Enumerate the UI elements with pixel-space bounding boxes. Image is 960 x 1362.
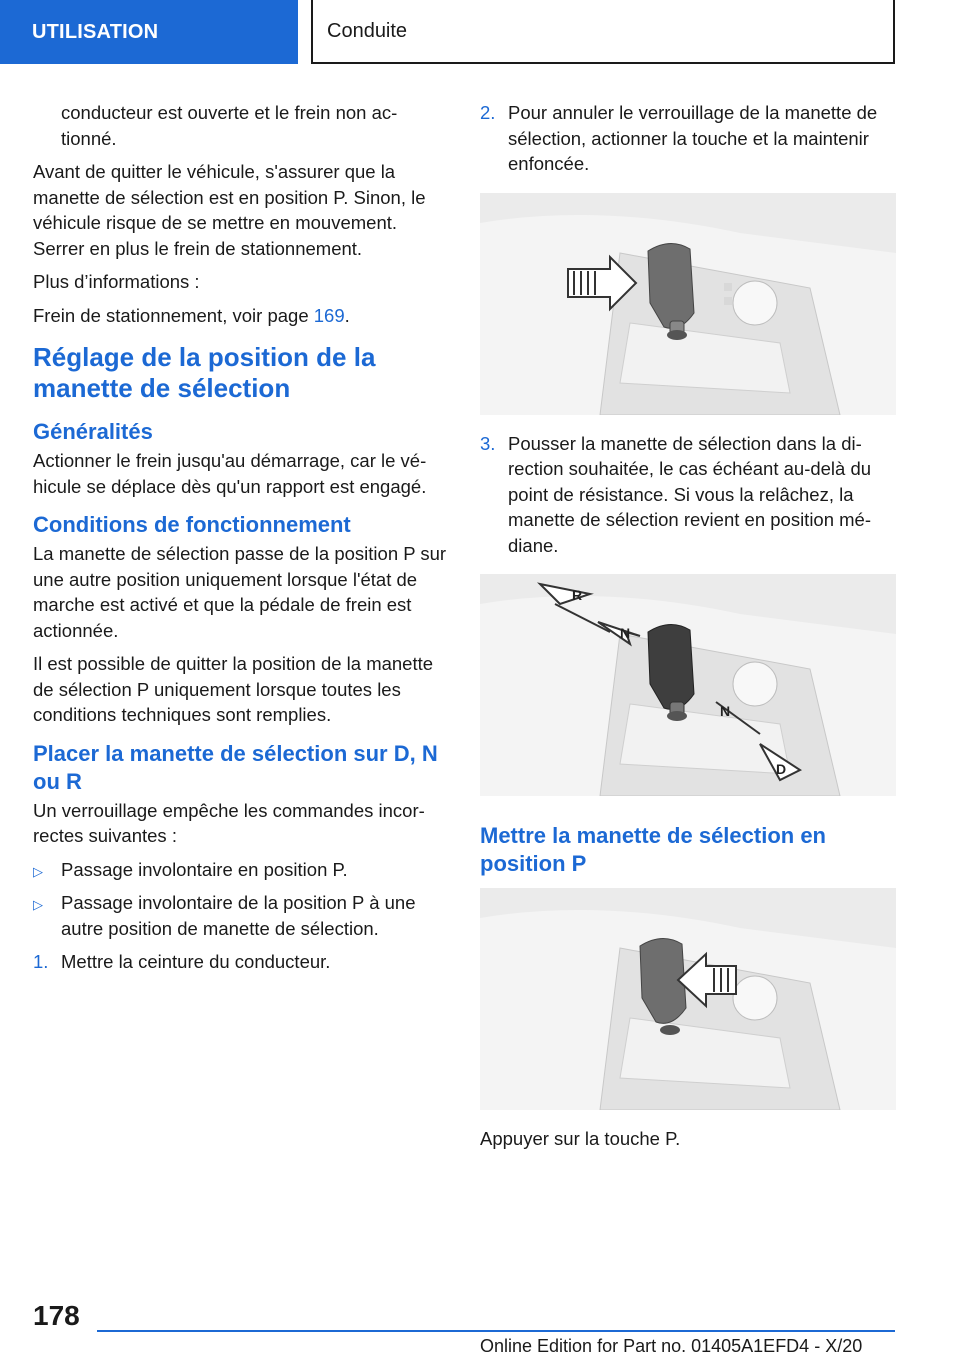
page-number: 178 bbox=[33, 1300, 80, 1331]
continued-paragraph: conducteur est ouverte et le frein non ac-tionné. bbox=[61, 102, 398, 149]
figure-caption: Appuyer sur la touche P. bbox=[480, 1128, 681, 1149]
paragraph-leave-vehicle: Avant de quitter le véhicule, s'assurer que la manette de sélection est en position P. Sinon, le véhicule risque de se mettre en mouvement. Serrer en plus le frein de stationnement. bbox=[33, 161, 426, 259]
left-column bbox=[33, 100, 449, 983]
right-column bbox=[480, 100, 896, 1160]
shift-directions-illustration bbox=[480, 574, 896, 796]
step-text: Pousser la manette de sélection dans la di-rection souhaitée, le cas échéant au-delà du point de résistance. Si vous la relâchez, la manette de sélection revient en position mé-diane. bbox=[508, 432, 872, 556]
list-item bbox=[33, 857, 449, 883]
ref-text: Frein de stationnement, voir page bbox=[33, 304, 314, 326]
list-item bbox=[33, 890, 449, 941]
figure-shift-directions bbox=[480, 574, 896, 796]
step-text: Mettre la ceinture du conducteur. bbox=[61, 951, 331, 972]
step-text: Pour annuler le verrouillage de la manette de sélection, actionner la touche et la maintenir enfoncée. bbox=[508, 102, 878, 174]
gear-selector-illustration bbox=[480, 193, 896, 415]
bullet-triangle-icon: ▷ bbox=[33, 863, 43, 879]
subheading-place-selector: Placer la manette de sélection sur D, N ou R bbox=[33, 740, 438, 794]
figure-press-p bbox=[480, 888, 896, 1110]
chapter-title: Conduite bbox=[327, 19, 408, 42]
bullet-text: Passage involontaire en position P. bbox=[61, 858, 348, 880]
step-item bbox=[480, 100, 896, 177]
section-title: UTILISATION bbox=[32, 20, 159, 43]
paragraph-lock: Un verrouillage empêche les commandes incor-rectes suivantes : bbox=[33, 799, 425, 846]
shift-label-n: N bbox=[620, 625, 631, 641]
step-number: 1. bbox=[33, 951, 49, 972]
press-p-illustration bbox=[480, 888, 896, 1110]
bullet-text: Passage involontaire de la position P à une autre position de manette de sélection. bbox=[61, 892, 416, 939]
section-tab[interactable] bbox=[0, 0, 298, 64]
step-item bbox=[480, 431, 896, 559]
paragraph-conditions-1: La manette de sélection passe de la position P sur une autre position uniquement lorsque l'état de marche est activé et que la pédale de frein est actionnée. bbox=[33, 543, 447, 641]
shift-label-r: R bbox=[572, 587, 583, 603]
subheading-conditions: Conditions de fonctionnement bbox=[33, 512, 351, 537]
step-item bbox=[33, 949, 449, 975]
step-number: 2. bbox=[480, 102, 496, 123]
paragraph-general: Actionner le frein jusqu'au démarrage, car le vé-hicule se déplace dès qu'un rapport est engagé. bbox=[33, 450, 427, 497]
chapter-tab[interactable] bbox=[311, 0, 895, 64]
shift-label-d: D bbox=[776, 761, 787, 777]
paragraph-more-info: Plus d’informations : bbox=[33, 271, 200, 292]
shift-label-n: N bbox=[720, 703, 731, 719]
paragraph-conditions-2: Il est possible de quitter la position de la manette de sélection P uniquement lorsque toutes les conditions techniques sont remplies. bbox=[33, 653, 434, 725]
subheading-position-p: Mettre la manette de sélection en position P bbox=[480, 823, 826, 876]
paragraph-parking-brake-ref bbox=[33, 303, 449, 329]
footer-divider bbox=[97, 1330, 895, 1332]
section-heading: Réglage de la position de la manette de sélection bbox=[33, 342, 376, 403]
subheading-general: Généralités bbox=[33, 419, 153, 444]
ref-end: . bbox=[344, 304, 350, 326]
bullet-triangle-icon: ▷ bbox=[33, 897, 43, 912]
page-link[interactable]: 169 bbox=[313, 304, 345, 326]
figure-unlock-button bbox=[480, 193, 896, 415]
edition-note: Online Edition for Part no. 01405A1EFD4 - X/20 bbox=[480, 1336, 863, 1356]
step-number: 3. bbox=[480, 432, 496, 454]
